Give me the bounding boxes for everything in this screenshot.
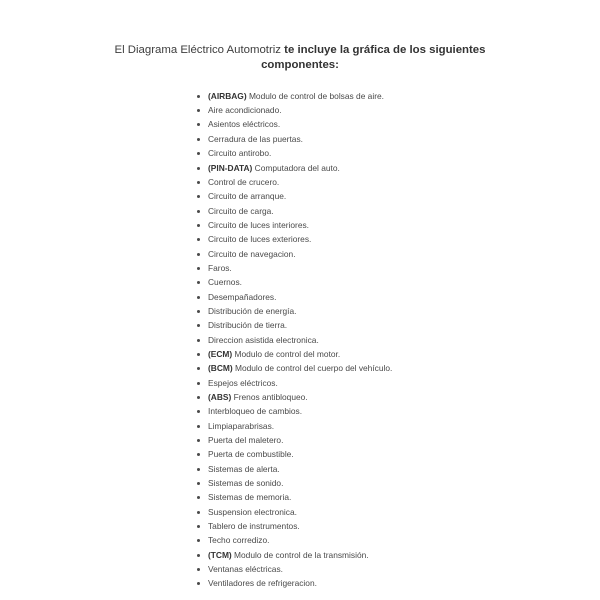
bullet-icon (197, 167, 200, 170)
bullet-icon (197, 109, 200, 112)
bullet-icon (197, 267, 200, 270)
component-description: Desempañadores. (208, 291, 277, 302)
component-description: Sistemas de alerta. (208, 463, 280, 474)
list-item (195, 275, 392, 289)
component-description: Modulo de control del motor. (234, 348, 341, 359)
list-item (195, 146, 392, 160)
list-item (195, 447, 392, 461)
component-description: Cuernos. (208, 277, 242, 288)
component-description: Suspension electronica. (208, 506, 297, 517)
component-description: Tablero de instrumentos. (208, 521, 300, 532)
list-item (195, 419, 392, 433)
list-item (195, 576, 392, 590)
list-item (195, 161, 392, 175)
component-code: (PIN-DATA) (208, 162, 253, 173)
component-description: Puerta del maletero. (208, 435, 284, 446)
component-description: Modulo de control del cuerpo del vehículo. (234, 363, 393, 374)
bullet-icon (197, 554, 200, 557)
component-description: Circuito de luces exteriores. (208, 234, 312, 245)
bullet-icon (197, 539, 200, 542)
component-description: Modulo de control de la transmisión. (234, 549, 369, 560)
bullet-icon (197, 123, 200, 126)
component-description: Direccion asistida electronica. (208, 334, 319, 345)
bullet-icon (197, 468, 200, 471)
list-item (195, 117, 392, 131)
bullet-icon (197, 511, 200, 514)
component-description: Aire acondicionado. (208, 105, 282, 116)
bullet-icon (197, 95, 200, 98)
bullet-icon (197, 496, 200, 499)
list-item (195, 390, 392, 404)
component-description: Circuito de arranque. (208, 191, 287, 202)
bullet-icon (197, 568, 200, 571)
bullet-icon (197, 210, 200, 213)
list-item (195, 204, 392, 218)
component-description: Control de crucero. (208, 176, 280, 187)
list-item (195, 376, 392, 390)
component-description: Sistemas de memoria. (208, 492, 292, 503)
bullet-icon (197, 382, 200, 385)
list-item (195, 533, 392, 547)
bullet-icon (197, 525, 200, 528)
heading-bold-text-line1: te incluye la gráfica de los siguientes (284, 44, 486, 56)
component-code: (ECM) (208, 348, 233, 359)
component-code: (ABS) (208, 392, 232, 403)
bullet-icon (197, 482, 200, 485)
bullet-icon (197, 582, 200, 585)
component-description: Computadora del auto. (254, 162, 340, 173)
component-description: Frenos antibloqueo. (233, 392, 308, 403)
list-item (195, 347, 392, 361)
bullet-icon (197, 281, 200, 284)
component-description: Techo corredizo. (208, 535, 270, 546)
bullet-icon (197, 310, 200, 313)
bullet-icon (197, 253, 200, 256)
component-description: Espejos eléctricos. (208, 377, 278, 388)
component-description: Circuito de luces interiores. (208, 219, 310, 230)
bullet-icon (197, 238, 200, 241)
component-description: Circuito antirobo. (208, 148, 272, 159)
component-description: Modulo de control de bolsas de aire. (248, 90, 384, 101)
component-code: (BCM) (208, 363, 233, 374)
page-heading (100, 43, 500, 73)
heading-bold-text-line2: componentes: (261, 59, 339, 71)
bullet-icon (197, 353, 200, 356)
list-item (195, 548, 392, 562)
component-description: Puerta de combustible. (208, 449, 294, 460)
component-description: Distribución de tierra. (208, 320, 288, 331)
list-item (195, 189, 392, 203)
list-item (195, 433, 392, 447)
bullet-icon (197, 324, 200, 327)
list-item (195, 132, 392, 146)
component-code: (TCM) (208, 549, 232, 560)
component-description: Interbloqueo de cambios. (208, 406, 303, 417)
heading-plain-text: El Diagrama Eléctrico Automotriz (114, 44, 281, 56)
components-list (195, 89, 392, 591)
list-item (195, 290, 392, 304)
list-item (195, 103, 392, 117)
bullet-icon (197, 181, 200, 184)
list-item (195, 333, 392, 347)
list-item (195, 218, 392, 232)
bullet-icon (197, 152, 200, 155)
component-description: Limpiaparabrisas. (208, 420, 275, 431)
bullet-icon (197, 224, 200, 227)
bullet-icon (197, 410, 200, 413)
bullet-icon (197, 339, 200, 342)
list-item (195, 304, 392, 318)
list-item (195, 404, 392, 418)
component-code: (AIRBAG) (208, 90, 247, 101)
component-description: Circuito de navegacion. (208, 248, 296, 259)
component-description: Sistemas de sonido. (208, 478, 284, 489)
list-item (195, 232, 392, 246)
list-item (195, 476, 392, 490)
bullet-icon (197, 439, 200, 442)
list-item (195, 89, 392, 103)
component-description: Asientos eléctricos. (208, 119, 281, 130)
bullet-icon (197, 296, 200, 299)
bullet-icon (197, 195, 200, 198)
bullet-icon (197, 453, 200, 456)
list-item (195, 562, 392, 576)
list-item (195, 490, 392, 504)
list-item (195, 505, 392, 519)
bullet-icon (197, 138, 200, 141)
component-description: Ventanas eléctricas. (208, 564, 283, 575)
component-description: Ventiladores de refrigeracion. (208, 578, 317, 589)
list-item (195, 261, 392, 275)
component-description: Distribución de energía. (208, 305, 297, 316)
list-item (195, 318, 392, 332)
component-description: Faros. (208, 262, 232, 273)
list-item (195, 361, 392, 375)
bullet-icon (197, 367, 200, 370)
list-item (195, 247, 392, 261)
bullet-icon (197, 396, 200, 399)
component-description: Cerradura de las puertas. (208, 133, 303, 144)
component-description: Circuito de carga. (208, 205, 274, 216)
bullet-icon (197, 425, 200, 428)
list-item (195, 175, 392, 189)
list-item (195, 519, 392, 533)
list-item (195, 462, 392, 476)
